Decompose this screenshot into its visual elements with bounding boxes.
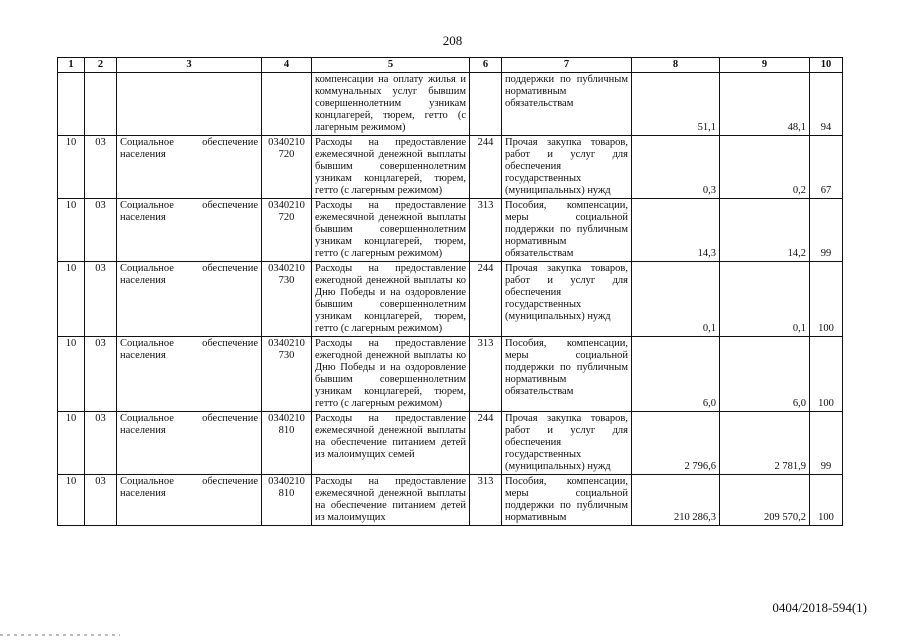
header-cell: 7 — [502, 58, 632, 73]
section-cell: 10 — [58, 262, 85, 337]
target-code-cell: 0340210 810 — [262, 412, 312, 475]
header-cell: 1 — [58, 58, 85, 73]
actual-value-cell: 14,2 — [720, 199, 810, 262]
percent-cell: 99 — [810, 199, 843, 262]
percent-cell: 100 — [810, 337, 843, 412]
actual-value-cell: 48,1 — [720, 73, 810, 136]
percent-cell: 67 — [810, 136, 843, 199]
scan-artifact — [0, 634, 120, 636]
subsection-cell: 03 — [85, 337, 117, 412]
type-code-cell: 313 — [470, 199, 502, 262]
actual-value-cell: 0,2 — [720, 136, 810, 199]
type-code-cell: 313 — [470, 337, 502, 412]
table-row — [58, 199, 843, 262]
target-code-cell: 0340210 720 — [262, 136, 312, 199]
plan-value-cell: 210 286,3 — [632, 475, 720, 526]
header-cell: 6 — [470, 58, 502, 73]
section-cell — [58, 73, 85, 136]
plan-value-cell: 14,3 — [632, 199, 720, 262]
section-cell: 10 — [58, 337, 85, 412]
section-cell: 10 — [58, 136, 85, 199]
type-code-cell: 313 — [470, 475, 502, 526]
type-code-cell: 244 — [470, 412, 502, 475]
section-name-cell: Социальное обеспечение населения — [117, 199, 262, 262]
actual-value-cell: 209 570,2 — [720, 475, 810, 526]
type-name-cell: Прочая закупка товаров, работ и услуг для обеспечения государственных (муниципальных) нужд — [502, 136, 632, 199]
section-cell: 10 — [58, 412, 85, 475]
page-number: 208 — [442, 33, 463, 48]
expense-name-cell: Расходы на предоставление ежемесячной денежной выплаты на обеспечение питанием детей из малоимущих — [312, 475, 470, 526]
percent-cell: 100 — [810, 475, 843, 526]
table-row — [58, 412, 843, 475]
table-row — [58, 73, 843, 136]
expense-name-cell: Расходы на предоставление ежегодной денежной выплаты ко Дню Победы и на оздоровление бывшим совершеннолетним узникам концлагерей, тюрем, гетто (с лагерным режимом) — [312, 337, 470, 412]
header-row — [58, 58, 843, 73]
type-name-cell: Пособия, компенсации, меры социальной поддержки по публичным нормативным обязательствам — [502, 337, 632, 412]
subsection-cell: 03 — [85, 412, 117, 475]
budget-table — [57, 57, 843, 526]
type-name-cell: Прочая закупка товаров, работ и услуг для обеспечения государственных (муниципальных) нужд — [502, 412, 632, 475]
section-name-cell — [117, 73, 262, 136]
plan-value-cell: 51,1 — [632, 73, 720, 136]
document-code: 0404/2018-594(1) — [772, 600, 867, 615]
table-row — [58, 136, 843, 199]
subsection-cell: 03 — [85, 136, 117, 199]
header-cell: 10 — [810, 58, 843, 73]
subsection-cell: 03 — [85, 262, 117, 337]
expense-name-cell: Расходы на предоставление ежемесячной денежной выплаты на обеспечение питанием детей из малоимущих семей — [312, 412, 470, 475]
target-code-cell: 0340210 730 — [262, 337, 312, 412]
section-cell: 10 — [58, 199, 85, 262]
header-cell: 8 — [632, 58, 720, 73]
header-cell: 2 — [85, 58, 117, 73]
actual-value-cell: 0,1 — [720, 262, 810, 337]
section-name-cell: Социальное обеспечение населения — [117, 475, 262, 526]
target-code-cell: 0340210 730 — [262, 262, 312, 337]
target-code-cell: 0340210 810 — [262, 475, 312, 526]
plan-value-cell: 6,0 — [632, 337, 720, 412]
section-cell: 10 — [58, 475, 85, 526]
type-name-cell: Пособия, компенсации, меры социальной поддержки по публичным нормативным — [502, 475, 632, 526]
header-cell: 3 — [117, 58, 262, 73]
type-name-cell: Прочая закупка товаров, работ и услуг для обеспечения государственных (муниципальных) нужд — [502, 262, 632, 337]
plan-value-cell: 0,1 — [632, 262, 720, 337]
target-code-cell — [262, 73, 312, 136]
expense-name-cell: компенсации на оплату жилья и коммунальных услуг бывшим совершеннолетним узникам концлагерей, тюрем, гетто (с лагерным режимом) — [312, 73, 470, 136]
section-name-cell: Социальное обеспечение населения — [117, 136, 262, 199]
type-name-cell: поддержки по публичным нормативным обязательствам — [502, 73, 632, 136]
percent-cell: 100 — [810, 262, 843, 337]
type-name-cell: Пособия, компенсации, меры социальной поддержки по публичным нормативным обязательствам — [502, 199, 632, 262]
subsection-cell: 03 — [85, 475, 117, 526]
expense-name-cell: Расходы на предоставление ежемесячной денежной выплаты бывшим совершеннолетним узникам концлагерей, тюрем, гетто (с лагерным режимом) — [312, 199, 470, 262]
header-cell: 9 — [720, 58, 810, 73]
table-row — [58, 262, 843, 337]
expense-name-cell: Расходы на предоставление ежемесячной денежной выплаты бывшим совершеннолетним узникам концлагерей, тюрем, гетто (с лагерным режимом) — [312, 136, 470, 199]
section-name-cell: Социальное обеспечение населения — [117, 412, 262, 475]
type-code-cell — [470, 73, 502, 136]
type-code-cell: 244 — [470, 136, 502, 199]
section-name-cell: Социальное обеспечение населения — [117, 337, 262, 412]
expense-name-cell: Расходы на предоставление ежегодной денежной выплаты ко Дню Победы и на оздоровление бывшим совершеннолетним узникам концлагерей, тюрем, гетто (с лагерным режимом) — [312, 262, 470, 337]
type-code-cell: 244 — [470, 262, 502, 337]
table-row — [58, 475, 843, 526]
section-name-cell: Социальное обеспечение населения — [117, 262, 262, 337]
actual-value-cell: 2 781,9 — [720, 412, 810, 475]
plan-value-cell: 0,3 — [632, 136, 720, 199]
header-cell: 5 — [312, 58, 470, 73]
percent-cell: 99 — [810, 412, 843, 475]
header-cell: 4 — [262, 58, 312, 73]
subsection-cell: 03 — [85, 199, 117, 262]
percent-cell: 94 — [810, 73, 843, 136]
actual-value-cell: 6,0 — [720, 337, 810, 412]
plan-value-cell: 2 796,6 — [632, 412, 720, 475]
target-code-cell: 0340210 720 — [262, 199, 312, 262]
subsection-cell — [85, 73, 117, 136]
table-row — [58, 337, 843, 412]
